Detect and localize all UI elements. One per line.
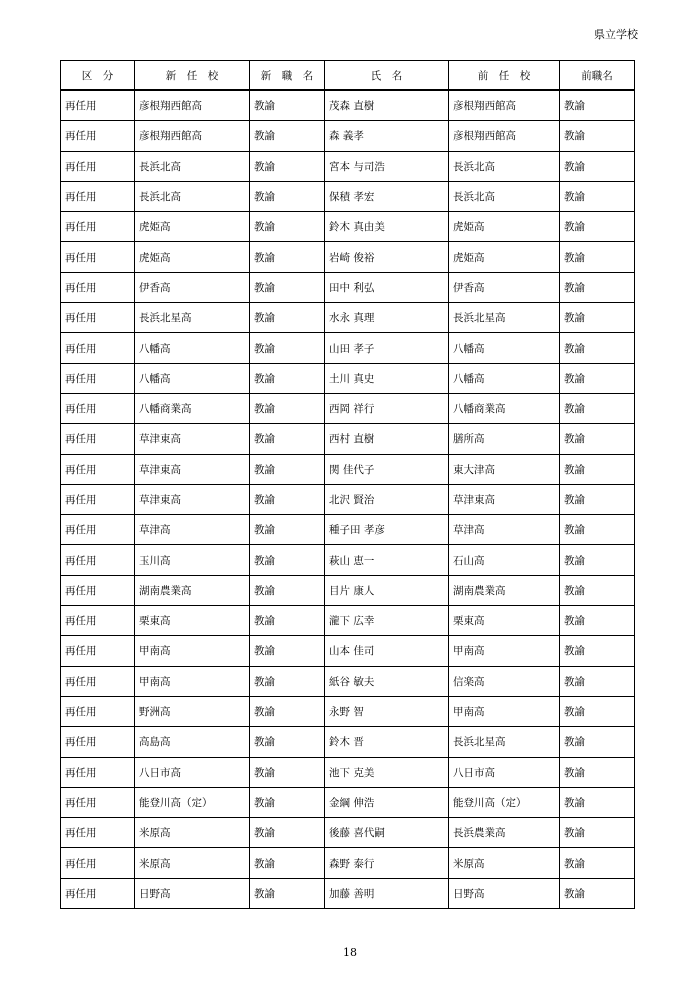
new-position-cell: 教諭 [250, 90, 325, 121]
table-row [61, 181, 635, 211]
previous-position-cell: 教諭 [560, 636, 635, 666]
previous-school-cell: 八幡高 [449, 363, 560, 393]
table-row [61, 121, 635, 151]
new-school-cell: 彦根翔西館高 [135, 90, 250, 121]
new-school-cell: 栗東高 [135, 606, 250, 636]
previous-school-cell: 草津高 [449, 515, 560, 545]
new-school-cell: 彦根翔西館高 [135, 121, 250, 151]
new-position-cell: 教諭 [250, 272, 325, 302]
new-position-cell: 教諭 [250, 454, 325, 484]
category-cell: 再任用 [61, 363, 135, 393]
new-position-cell: 教諭 [250, 151, 325, 181]
table-row [61, 757, 635, 787]
name-cell: 関 佳代子 [325, 454, 449, 484]
previous-school-cell: 長浜北高 [449, 151, 560, 181]
category-cell: 再任用 [61, 151, 135, 181]
previous-school-cell: 甲南高 [449, 696, 560, 726]
table-row [61, 333, 635, 363]
new-school-cell: 虎姫高 [135, 212, 250, 242]
name-cell: 西村 直樹 [325, 424, 449, 454]
new-position-cell: 教諭 [250, 363, 325, 393]
new-school-cell: 八幡高 [135, 363, 250, 393]
name-cell: 鈴木 真由美 [325, 212, 449, 242]
new-school-cell: 玉川高 [135, 545, 250, 575]
previous-position-cell: 教諭 [560, 515, 635, 545]
new-position-cell: 教諭 [250, 666, 325, 696]
new-position-cell: 教諭 [250, 727, 325, 757]
name-cell: 紙谷 敏夫 [325, 666, 449, 696]
category-cell: 再任用 [61, 272, 135, 302]
new-school-cell: 長浜北高 [135, 181, 250, 211]
category-cell: 再任用 [61, 454, 135, 484]
category-cell: 再任用 [61, 696, 135, 726]
category-cell: 再任用 [61, 545, 135, 575]
new-position-cell: 教諭 [250, 696, 325, 726]
category-cell: 再任用 [61, 515, 135, 545]
name-cell: 水永 真理 [325, 303, 449, 333]
previous-position-cell: 教諭 [560, 303, 635, 333]
new-position-cell: 教諭 [250, 757, 325, 787]
category-cell: 再任用 [61, 666, 135, 696]
name-cell: 山本 佳司 [325, 636, 449, 666]
new-school-cell: 八幡商業高 [135, 393, 250, 423]
new-position-cell: 教諭 [250, 484, 325, 514]
header-previous-school: 前 任 校 [449, 61, 560, 91]
page-number: 18 [343, 946, 357, 959]
new-school-cell: 米原高 [135, 818, 250, 848]
header-name: 氏 名 [325, 61, 449, 91]
previous-position-cell: 教諭 [560, 181, 635, 211]
previous-position-cell: 教諭 [560, 424, 635, 454]
table-row [61, 363, 635, 393]
table-row [61, 545, 635, 575]
new-position-cell: 教諭 [250, 333, 325, 363]
category-cell: 再任用 [61, 393, 135, 423]
table-row [61, 303, 635, 333]
previous-school-cell: 草津東高 [449, 484, 560, 514]
previous-school-cell: 能登川高（定） [449, 787, 560, 817]
table-row [61, 575, 635, 605]
new-school-cell: 甲南高 [135, 666, 250, 696]
name-cell: 種子田 孝彦 [325, 515, 449, 545]
new-school-cell: 米原高 [135, 848, 250, 878]
new-position-cell: 教諭 [250, 606, 325, 636]
category-cell: 再任用 [61, 606, 135, 636]
previous-position-cell: 教諭 [560, 242, 635, 272]
name-cell: 西岡 祥行 [325, 393, 449, 423]
previous-school-cell: 長浜北高 [449, 181, 560, 211]
category-cell: 再任用 [61, 181, 135, 211]
page-category-label: 県立学校 [594, 28, 638, 41]
name-cell: 後藤 喜代嗣 [325, 818, 449, 848]
new-position-cell: 教諭 [250, 303, 325, 333]
previous-school-cell: 長浜北星高 [449, 303, 560, 333]
header-new-position: 新 職 名 [250, 61, 325, 91]
new-school-cell: 甲南高 [135, 636, 250, 666]
category-cell: 再任用 [61, 242, 135, 272]
new-position-cell: 教諭 [250, 636, 325, 666]
category-cell: 再任用 [61, 787, 135, 817]
previous-position-cell: 教諭 [560, 696, 635, 726]
name-cell: 永野 智 [325, 696, 449, 726]
previous-school-cell: 膳所高 [449, 424, 560, 454]
new-position-cell: 教諭 [250, 212, 325, 242]
new-position-cell: 教諭 [250, 515, 325, 545]
table-row [61, 393, 635, 423]
previous-school-cell: 長浜北星高 [449, 727, 560, 757]
previous-school-cell: 八幡商業高 [449, 393, 560, 423]
new-position-cell: 教諭 [250, 818, 325, 848]
previous-position-cell: 教諭 [560, 272, 635, 302]
new-position-cell: 教諭 [250, 787, 325, 817]
category-cell: 再任用 [61, 757, 135, 787]
category-cell: 再任用 [61, 727, 135, 757]
name-cell: 加藤 善明 [325, 878, 449, 908]
previous-position-cell: 教諭 [560, 878, 635, 908]
table-row [61, 242, 635, 272]
previous-position-cell: 教諭 [560, 787, 635, 817]
header-previous-position: 前職名 [560, 61, 635, 91]
new-position-cell: 教諭 [250, 878, 325, 908]
table-row [61, 666, 635, 696]
previous-position-cell: 教諭 [560, 151, 635, 181]
previous-position-cell: 教諭 [560, 848, 635, 878]
new-school-cell: 湖南農業高 [135, 575, 250, 605]
previous-school-cell: 彦根翔西館高 [449, 121, 560, 151]
new-school-cell: 能登川高（定） [135, 787, 250, 817]
table-row [61, 212, 635, 242]
name-cell: 岩崎 俊裕 [325, 242, 449, 272]
table-row [61, 272, 635, 302]
previous-position-cell: 教諭 [560, 757, 635, 787]
previous-position-cell: 教諭 [560, 90, 635, 121]
name-cell: 土川 真史 [325, 363, 449, 393]
previous-school-cell: 伊香高 [449, 272, 560, 302]
name-cell: 茂森 直樹 [325, 90, 449, 121]
previous-school-cell: 虎姫高 [449, 242, 560, 272]
previous-position-cell: 教諭 [560, 212, 635, 242]
previous-school-cell: 日野高 [449, 878, 560, 908]
name-cell: 金綱 伸浩 [325, 787, 449, 817]
personnel-table [60, 60, 635, 909]
new-position-cell: 教諭 [250, 575, 325, 605]
name-cell: 森野 泰行 [325, 848, 449, 878]
previous-position-cell: 教諭 [560, 393, 635, 423]
new-position-cell: 教諭 [250, 393, 325, 423]
header-category: 区 分 [61, 61, 135, 91]
name-cell: 山田 孝子 [325, 333, 449, 363]
new-school-cell: 八日市高 [135, 757, 250, 787]
new-school-cell: 草津高 [135, 515, 250, 545]
category-cell: 再任用 [61, 303, 135, 333]
name-cell: 池下 克美 [325, 757, 449, 787]
new-school-cell: 野洲高 [135, 696, 250, 726]
new-position-cell: 教諭 [250, 121, 325, 151]
previous-position-cell: 教諭 [560, 121, 635, 151]
previous-position-cell: 教諭 [560, 727, 635, 757]
new-position-cell: 教諭 [250, 424, 325, 454]
category-cell: 再任用 [61, 636, 135, 666]
previous-school-cell: 八日市高 [449, 757, 560, 787]
table-header-row [61, 61, 635, 91]
table-body [61, 90, 635, 909]
category-cell: 再任用 [61, 818, 135, 848]
table-row [61, 727, 635, 757]
previous-position-cell: 教諭 [560, 454, 635, 484]
previous-position-cell: 教諭 [560, 666, 635, 696]
new-school-cell: 伊香高 [135, 272, 250, 302]
name-cell: 北沢 賢治 [325, 484, 449, 514]
category-cell: 再任用 [61, 575, 135, 605]
new-position-cell: 教諭 [250, 181, 325, 211]
name-cell: 田中 利弘 [325, 272, 449, 302]
new-position-cell: 教諭 [250, 545, 325, 575]
previous-school-cell: 石山高 [449, 545, 560, 575]
new-school-cell: 虎姫高 [135, 242, 250, 272]
previous-school-cell: 長浜農業高 [449, 818, 560, 848]
new-school-cell: 草津東高 [135, 484, 250, 514]
previous-school-cell: 八幡高 [449, 333, 560, 363]
name-cell: 保積 孝宏 [325, 181, 449, 211]
category-cell: 再任用 [61, 212, 135, 242]
table-row [61, 424, 635, 454]
previous-position-cell: 教諭 [560, 363, 635, 393]
previous-position-cell: 教諭 [560, 606, 635, 636]
previous-position-cell: 教諭 [560, 333, 635, 363]
category-cell: 再任用 [61, 333, 135, 363]
table-row [61, 90, 635, 121]
new-school-cell: 八幡高 [135, 333, 250, 363]
previous-school-cell: 甲南高 [449, 636, 560, 666]
table-row [61, 606, 635, 636]
header-new-school: 新 任 校 [135, 61, 250, 91]
table-row [61, 848, 635, 878]
new-school-cell: 日野高 [135, 878, 250, 908]
table-row [61, 636, 635, 666]
previous-school-cell: 虎姫高 [449, 212, 560, 242]
table-row [61, 484, 635, 514]
new-school-cell: 高島高 [135, 727, 250, 757]
new-school-cell: 長浜北高 [135, 151, 250, 181]
table-row [61, 696, 635, 726]
new-position-cell: 教諭 [250, 848, 325, 878]
table-row [61, 454, 635, 484]
previous-school-cell: 栗東高 [449, 606, 560, 636]
category-cell: 再任用 [61, 90, 135, 121]
previous-school-cell: 信楽高 [449, 666, 560, 696]
previous-position-cell: 教諭 [560, 545, 635, 575]
previous-school-cell: 彦根翔西館高 [449, 90, 560, 121]
name-cell: 森 義孝 [325, 121, 449, 151]
new-school-cell: 長浜北星高 [135, 303, 250, 333]
previous-school-cell: 湖南農業高 [449, 575, 560, 605]
category-cell: 再任用 [61, 878, 135, 908]
category-cell: 再任用 [61, 484, 135, 514]
name-cell: 宮本 与司浩 [325, 151, 449, 181]
new-school-cell: 草津東高 [135, 424, 250, 454]
previous-position-cell: 教諭 [560, 818, 635, 848]
category-cell: 再任用 [61, 424, 135, 454]
table-row [61, 818, 635, 848]
table-row [61, 515, 635, 545]
previous-school-cell: 東大津高 [449, 454, 560, 484]
category-cell: 再任用 [61, 121, 135, 151]
name-cell: 萩山 恵一 [325, 545, 449, 575]
name-cell: 目片 康人 [325, 575, 449, 605]
name-cell: 瀧下 広幸 [325, 606, 449, 636]
category-cell: 再任用 [61, 848, 135, 878]
previous-position-cell: 教諭 [560, 575, 635, 605]
name-cell: 鈴木 晋 [325, 727, 449, 757]
previous-school-cell: 米原高 [449, 848, 560, 878]
previous-position-cell: 教諭 [560, 484, 635, 514]
new-school-cell: 草津東高 [135, 454, 250, 484]
table-row [61, 878, 635, 908]
table-row [61, 787, 635, 817]
new-position-cell: 教諭 [250, 242, 325, 272]
table-row [61, 151, 635, 181]
